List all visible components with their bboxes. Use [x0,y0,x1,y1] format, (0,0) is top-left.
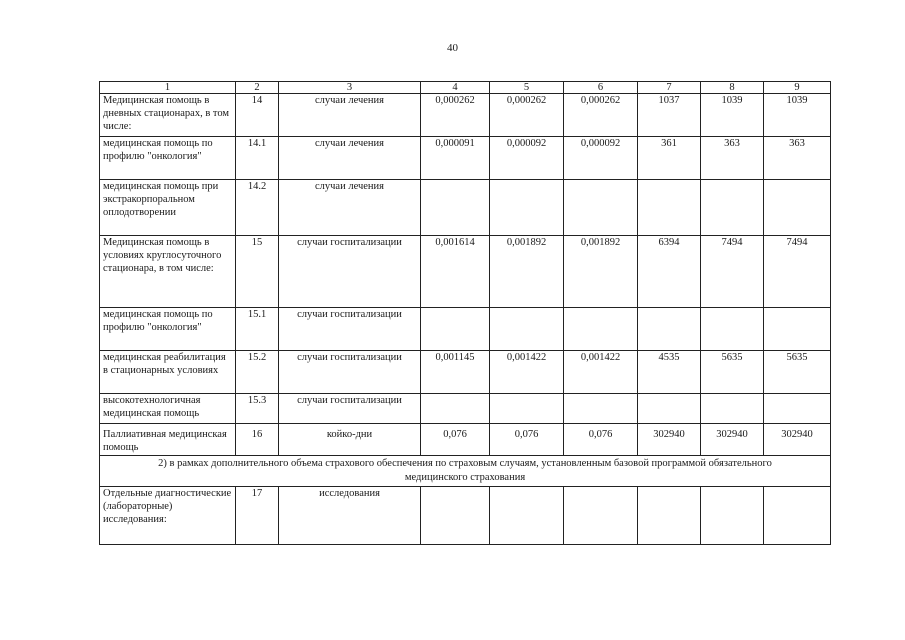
header-cell: 4 [421,82,490,94]
row-value-9: 1039 [764,94,831,137]
row-code: 17 [236,487,279,545]
row-unit: исследования [279,487,421,545]
row-value-4: 0,076 [421,424,490,456]
row-value-7 [638,394,701,424]
row-value-4: 0,001145 [421,351,490,394]
row-value-6: 0,000092 [564,137,638,180]
row-unit: койко-дни [279,424,421,456]
row-value-9: 5635 [764,351,831,394]
row-value-6: 0,000262 [564,94,638,137]
row-value-4: 0,000091 [421,137,490,180]
row-value-8 [701,487,764,545]
row-name: медицинская помощь при экстракорпоральном оплодотворении [100,180,236,236]
row-name: Медицинская помощь в условиях круглосуточного стационара, в том числе: [100,236,236,308]
row-value-8 [701,180,764,236]
row-value-5: 0,001892 [490,236,564,308]
row-value-9 [764,394,831,424]
header-cell: 9 [764,82,831,94]
row-value-7: 302940 [638,424,701,456]
row-value-8: 1039 [701,94,764,137]
row-value-6 [564,487,638,545]
row-value-7: 6394 [638,236,701,308]
row-unit: случаи лечения [279,94,421,137]
table-row [100,94,831,137]
row-value-6 [564,308,638,351]
row-code: 16 [236,424,279,456]
row-name: Отдельные диагностические (лабораторные) исследования: [100,487,236,545]
row-name: медицинская помощь по профилю "онкология" [100,137,236,180]
row-code: 15 [236,236,279,308]
section-heading: 2) в рамках дополнительного объема страхового обеспечения по страховым случаям, установленным базовой программой обязательного медицинского страхования [100,456,831,487]
row-value-5: 0,076 [490,424,564,456]
table-row [100,308,831,351]
data-table [99,81,831,545]
row-value-7: 4535 [638,351,701,394]
row-code: 14.1 [236,137,279,180]
row-value-6: 0,001892 [564,236,638,308]
row-value-5 [490,394,564,424]
row-name: медицинская реабилитация в стационарных условиях [100,351,236,394]
row-name: медицинская помощь по профилю "онкология" [100,308,236,351]
row-value-8: 302940 [701,424,764,456]
section-heading-row [100,456,831,487]
row-value-9: 7494 [764,236,831,308]
row-name: высокотехнологичная медицинская помощь [100,394,236,424]
row-unit: случаи госпитализации [279,394,421,424]
row-unit: случаи лечения [279,180,421,236]
row-value-6 [564,394,638,424]
row-value-4: 0,001614 [421,236,490,308]
row-value-9: 363 [764,137,831,180]
row-value-6: 0,076 [564,424,638,456]
row-code: 14 [236,94,279,137]
row-code: 14.2 [236,180,279,236]
row-value-4: 0,000262 [421,94,490,137]
header-cell: 3 [279,82,421,94]
row-code: 15.1 [236,308,279,351]
row-value-7: 1037 [638,94,701,137]
row-unit: случаи лечения [279,137,421,180]
row-value-5 [490,308,564,351]
row-value-5: 0,000092 [490,137,564,180]
header-cell: 6 [564,82,638,94]
row-value-5: 0,001422 [490,351,564,394]
row-value-4 [421,308,490,351]
row-unit: случаи госпитализации [279,236,421,308]
row-value-7 [638,180,701,236]
row-name: Паллиативная медицинская помощь [100,424,236,456]
row-value-5 [490,487,564,545]
row-value-7 [638,487,701,545]
row-value-8: 7494 [701,236,764,308]
row-value-5: 0,000262 [490,94,564,137]
row-value-6: 0,001422 [564,351,638,394]
header-row [100,82,831,94]
row-value-4 [421,487,490,545]
table-row [100,180,831,236]
row-unit: случаи госпитализации [279,308,421,351]
row-value-8: 5635 [701,351,764,394]
table-row [100,424,831,456]
table-row [100,351,831,394]
table-row [100,394,831,424]
row-value-9: 302940 [764,424,831,456]
row-value-7 [638,308,701,351]
row-unit: случаи госпитализации [279,351,421,394]
row-value-8 [701,394,764,424]
row-value-6 [564,180,638,236]
row-code: 15.2 [236,351,279,394]
row-code: 15.3 [236,394,279,424]
row-value-4 [421,394,490,424]
table-row [100,137,831,180]
table-row [100,487,831,545]
header-cell: 5 [490,82,564,94]
row-value-9 [764,487,831,545]
row-value-9 [764,180,831,236]
table-row [100,236,831,308]
row-value-7: 361 [638,137,701,180]
row-value-9 [764,308,831,351]
header-cell: 2 [236,82,279,94]
header-cell: 1 [100,82,236,94]
row-value-8: 363 [701,137,764,180]
page-number: 40 [447,42,458,54]
header-cell: 7 [638,82,701,94]
header-cell: 8 [701,82,764,94]
row-value-4 [421,180,490,236]
row-name: Медицинская помощь в дневных стационарах, в том числе: [100,94,236,137]
row-value-5 [490,180,564,236]
row-value-8 [701,308,764,351]
